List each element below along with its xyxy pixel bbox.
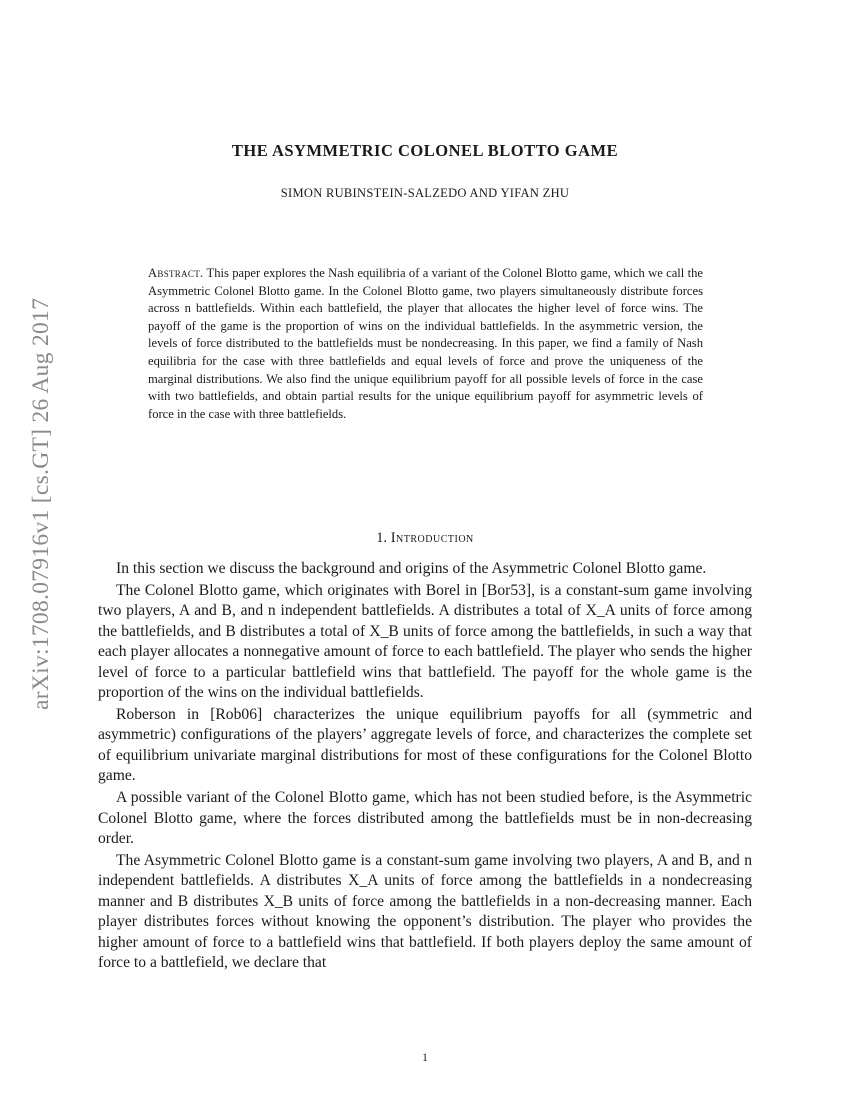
arxiv-identifier: arXiv:1708.07916v1 [cs.GT] 26 Aug 2017	[28, 297, 54, 710]
abstract-text: This paper explores the Nash equilibria of a variant of the Colonel Blotto game, which we call the Asymmetric Colonel Blotto game. In the Colonel Blotto game, two players simultaneously distribute forces across n battlefields. Within each battlefield, the player that allocates the higher level of force wins. The payoff of the game is the proportion of wins on the individual battlefields. In the asymmetric version, the levels of force distributed to the battlefields must be nondecreasing. In this paper, we find a family of Nash equilibria for the case with three battlefields and equal levels of force and prove the uniqueness of the marginal distributions. We also find the unique equilibrium payoff for all possible levels of force in the case with two battlefields, and obtain partial results for the unique equilibrium payoff for asymmetric levels of force in the case with three battlefields.	[148, 266, 703, 421]
abstract	[148, 265, 703, 423]
paper-authors: SIMON RUBINSTEIN-SALZEDO AND YIFAN ZHU	[280, 186, 570, 200]
section-heading	[0, 530, 850, 547]
page-number: 1	[422, 1052, 428, 1064]
section-number: 1.	[376, 530, 388, 546]
body-text	[98, 559, 752, 975]
abstract-label: Abstract.	[148, 266, 204, 280]
arxiv-sidebar	[0, 260, 60, 710]
paragraph: Roberson in [Rob06] characterizes the unique equilibrium payoffs for all (symmetric and asymmetric) configurations of the players’ aggregate levels of force, and characterizes the complete set of equilibrium univariate marginal distributions for most of these configurations for the Colonel Blotto game.	[98, 706, 752, 785]
paragraph: In this section we discuss the background and origins of the Asymmetric Colonel Blotto game.	[116, 560, 707, 577]
paragraph: The Asymmetric Colonel Blotto game is a constant-sum game involving two players, A and B, and n independent battlefields. A distributes X_A units of force among the battlefields in a nondecreasing manner and B distributes X_B units of force among the battlefields in a non-decreasing manner. Each player distributes forces without knowing the opponent’s distribution. The player who provides the higher amount of force to a battlefield wins that battlefield. If both players deploy the same amount of force to a battlefield, we declare that	[98, 852, 752, 972]
paragraph: The Colonel Blotto game, which originates with Borel in [Bor53], is a constant-sum game involving two players, A and B, and n independent battlefields. A distributes a total of X_A units of force among the battlefields, and B distributes a total of X_B units of force among the battlefields, in such a way that each player allocates a nonnegative amount of force to each battlefield. The player who sends the higher level of force to a particular battlefield wins that battlefield. The payoff for the whole game is the proportion of the wins on the individual battlefields.	[98, 582, 752, 702]
paragraph: A possible variant of the Colonel Blotto game, which has not been studied before, is the Asymmetric Colonel Blotto game, where the forces distributed among the battlefields must be in non-decreasing order.	[98, 789, 752, 848]
paper-title: THE ASYMMETRIC COLONEL BLOTTO GAME	[231, 141, 619, 160]
section-title: Introduction	[390, 530, 474, 546]
